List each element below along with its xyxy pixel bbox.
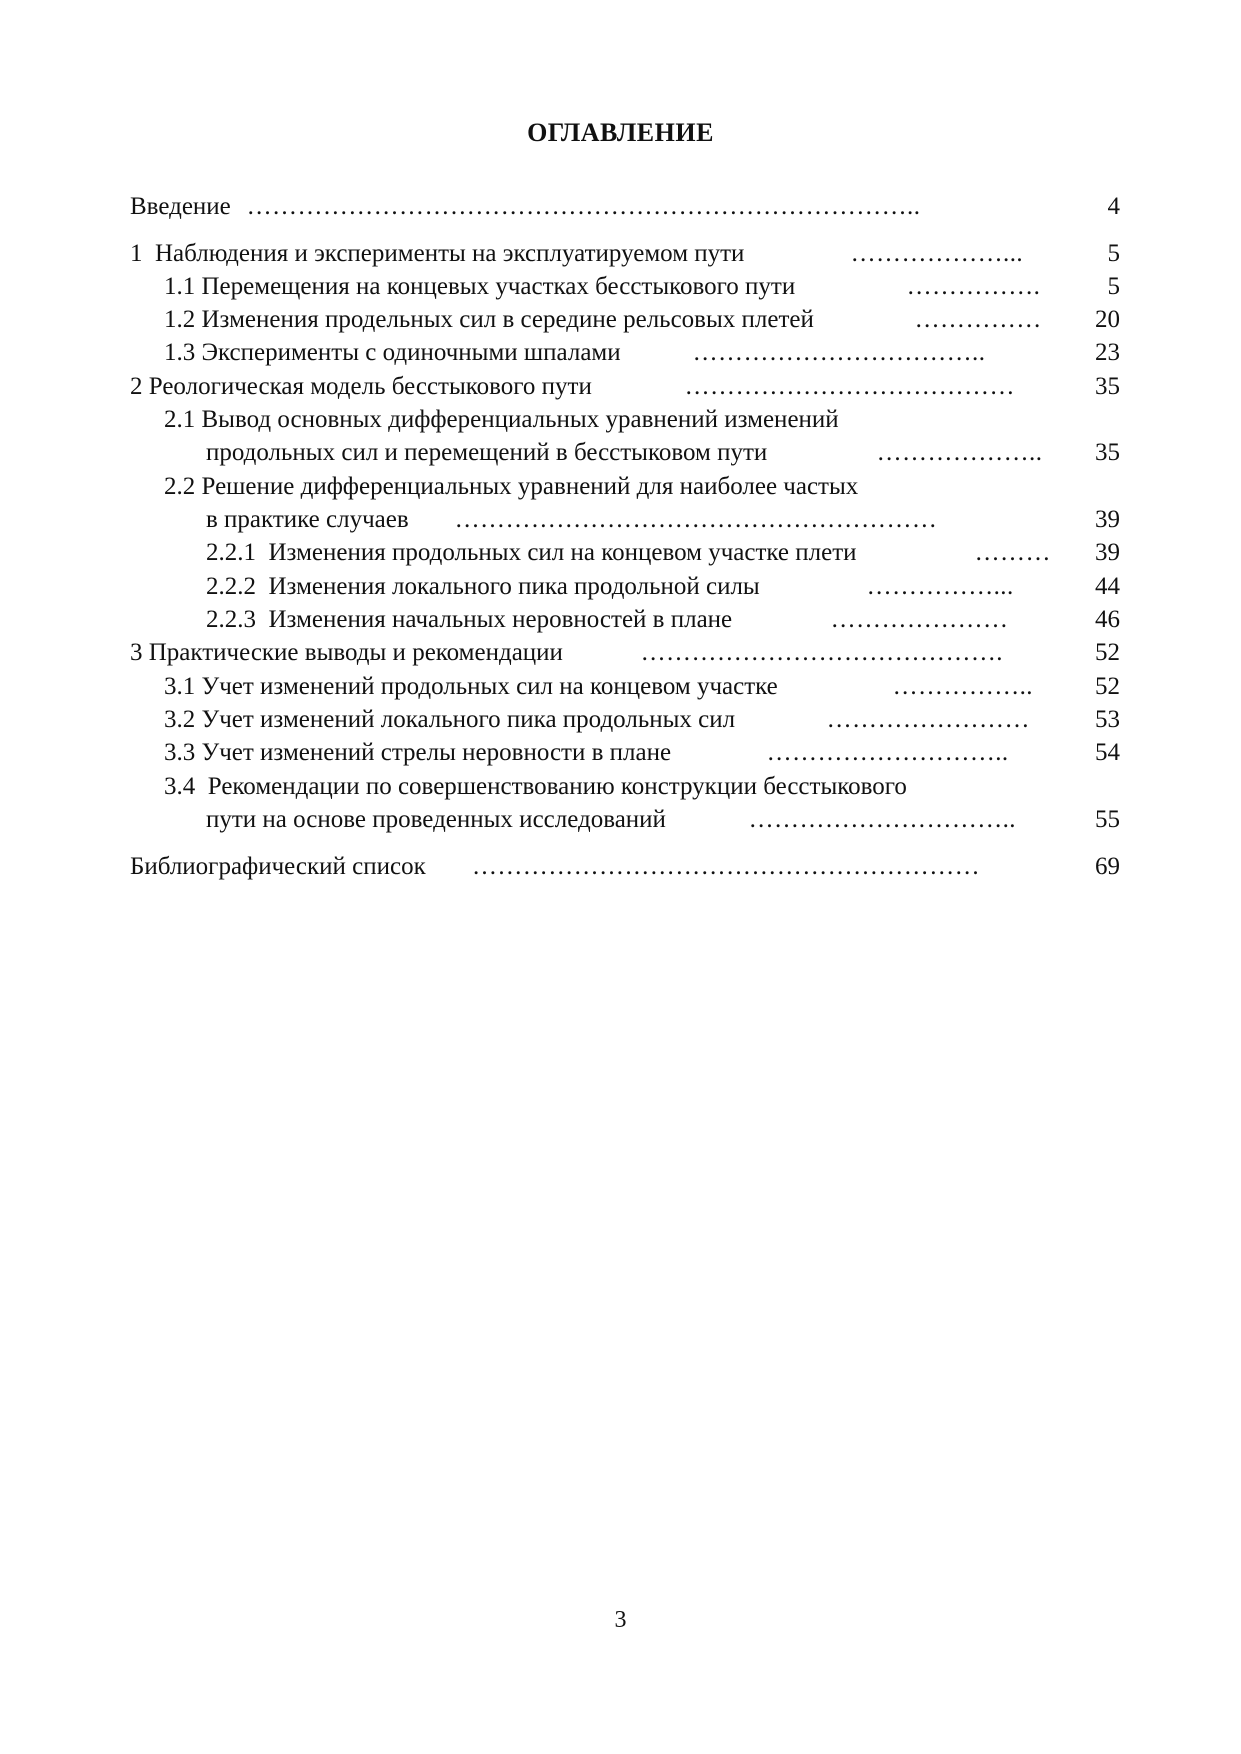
toc-leader-dots: …………………………………………………… xyxy=(472,853,980,880)
toc-entry-introduction xyxy=(130,190,1120,224)
toc-leader-dots: …………….. xyxy=(886,673,1033,700)
toc-page-number: 52 xyxy=(1095,639,1120,666)
toc-page-number: 53 xyxy=(1095,706,1120,733)
toc-title: ОГЛАВЛЕНИЕ xyxy=(527,118,714,147)
toc-entry-title: 3.3 Учет изменений стрелы неровности в плане xyxy=(164,739,672,766)
toc-leader-dots: ………………... xyxy=(844,240,1023,267)
toc-page-number: 39 xyxy=(1095,539,1120,566)
toc-entry-title: 2.2 Решение дифференциальных уравнений для наиболее частых xyxy=(164,473,859,500)
toc-page-number: 23 xyxy=(1095,339,1120,366)
toc-leader-dots: ……………………….. xyxy=(760,739,1009,766)
toc-entry-2-2-3 xyxy=(130,603,1120,637)
toc-leader-dots: ……………... xyxy=(860,573,1014,600)
page-number: 3 xyxy=(614,1607,627,1633)
toc-entry-2-2-continued xyxy=(130,503,1120,537)
toc-entry-title: Библиографический список xyxy=(130,853,426,880)
toc-leader-dots: ……… xyxy=(968,539,1051,566)
toc-entry-3-4-continued xyxy=(130,803,1120,837)
toc-entry-2-1 xyxy=(130,403,1120,437)
toc-entry-title: 2.2.2 Изменения локального пика продольной силы xyxy=(206,573,760,600)
toc-entry-title: 1.1 Перемещения на концевых участках бесстыкового пути xyxy=(164,273,796,300)
toc-leader-dots: ………………………………… xyxy=(678,373,1015,400)
toc-leader-dots: …………………… xyxy=(820,706,1030,733)
toc-leader-dots: …………………………………………………………………….. xyxy=(240,193,921,220)
toc-entry-title: в практике случаев xyxy=(206,506,409,533)
toc-page-number: 46 xyxy=(1095,606,1120,633)
toc-leader-dots: ………………………….. xyxy=(742,806,1016,833)
toc-leader-dots: ……………….. xyxy=(870,439,1043,466)
toc-page-number: 5 xyxy=(1107,273,1120,300)
toc-page-number: 4 xyxy=(1107,193,1120,220)
toc-entry-3-2 xyxy=(130,703,1120,737)
toc-page-number: 52 xyxy=(1095,673,1120,700)
toc-page-number: 55 xyxy=(1095,806,1120,833)
toc-page-number: 44 xyxy=(1095,573,1120,600)
toc-entry-title: 1.3 Эксперименты с одиночными шпалами xyxy=(164,339,621,366)
toc-leader-dots: …………… xyxy=(908,306,1042,333)
toc-entry-title: 3.4 Рекомендации по совершенствованию конструкции бесстыкового xyxy=(164,773,907,800)
toc-leader-dots: ……………. xyxy=(900,273,1041,300)
toc-entry-1-3 xyxy=(130,336,1120,370)
toc-leader-dots: ……………………………………. xyxy=(634,639,1003,666)
toc-entry-2-2 xyxy=(130,470,1120,504)
toc-entry-3-4 xyxy=(130,770,1120,804)
toc-page-number: 35 xyxy=(1095,373,1120,400)
toc-entry-chapter-3 xyxy=(130,636,1120,670)
toc-entry-title: 3.1 Учет изменений продольных сил на концевом участке xyxy=(164,673,778,700)
toc-leader-dots: ………………… xyxy=(824,606,1009,633)
toc-page-number: 5 xyxy=(1107,240,1120,267)
toc-entry-title: продольных сил и перемещений в бесстыковом пути xyxy=(206,439,768,466)
toc-entry-title: 2.1 Вывод основных дифференциальных уравнений изменений xyxy=(164,406,839,433)
toc-entry-bibliography xyxy=(130,850,1120,884)
toc-page-number: 39 xyxy=(1095,506,1120,533)
toc-entry-title: 2.2.3 Изменения начальных неровностей в плане xyxy=(206,606,733,633)
toc-entry-1-1 xyxy=(130,270,1120,304)
toc-entry-title: пути на основе проведенных исследований xyxy=(206,806,666,833)
toc-page-number: 35 xyxy=(1095,439,1120,466)
toc-page-number: 54 xyxy=(1095,739,1120,766)
toc-entry-3-3 xyxy=(130,736,1120,770)
toc-entry-title: 1.2 Изменения продельных сил в середине рельсовых плетей xyxy=(164,306,814,333)
toc-entry-chapter-2 xyxy=(130,370,1120,404)
toc-entry-2-2-2 xyxy=(130,570,1120,604)
toc-page-number: 20 xyxy=(1095,306,1120,333)
toc-entry-title: 3 Практические выводы и рекомендации xyxy=(130,639,563,666)
toc-leader-dots: ………………………………………………… xyxy=(448,506,938,533)
toc-entry-title: 1 Наблюдения и эксперименты на эксплуатируемом пути xyxy=(130,240,745,267)
toc-entry-2-2-1 xyxy=(130,536,1120,570)
toc-page-number: 69 xyxy=(1095,853,1120,880)
toc-leader-dots: …………………………….. xyxy=(686,339,986,366)
toc-entry-chapter-1 xyxy=(130,237,1120,271)
toc-entry-2-1-continued xyxy=(130,436,1120,470)
toc-entry-title: 2.2.1 Изменения продольных сил на концевом участке плети xyxy=(206,539,857,566)
toc-entry-title: 2 Реологическая модель бесстыкового пути xyxy=(130,373,592,400)
toc-entry-3-1 xyxy=(130,670,1120,704)
toc-entry-title: 3.2 Учет изменений локального пика продольных сил xyxy=(164,706,736,733)
toc-entry-title: Введение xyxy=(130,193,231,220)
toc-entry-1-2 xyxy=(130,303,1120,337)
